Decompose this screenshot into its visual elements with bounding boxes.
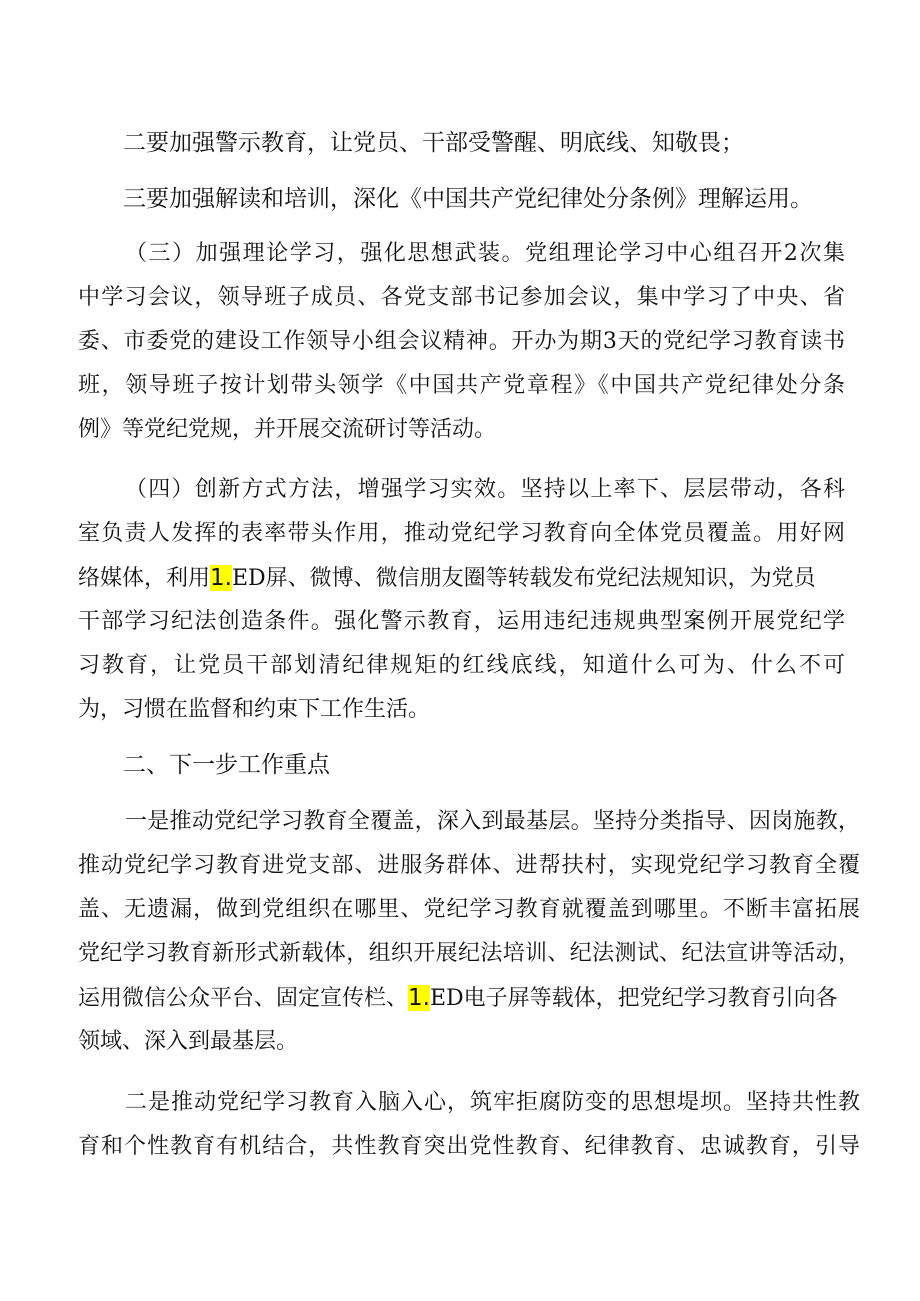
paragraph-5-line-5-text-b: ED电子屏等载体，把党纪学习教育引向各 xyxy=(429,986,838,1011)
emphasis-line-2: 三要加强解读和培训，深化《中国共产党纪律处分条例》理解运用。 xyxy=(123,186,813,212)
paragraph-5-line-4: 党纪学习教育新形式新载体，组织开展纪法培训、纪法测试、纪法宣讲等活动， xyxy=(78,941,860,966)
paragraph-4-line-6: 为，习惯在监督和约束下工作生活。 xyxy=(78,697,431,722)
paragraph-4-line-2: 室负责人发挥的表率带头作用，推动党纪学习教育向全体党员覆盖。用好网 xyxy=(78,521,845,546)
paragraph-5-line-5 xyxy=(78,983,838,1013)
paragraph-5-line-1: 一是推动党纪学习教育全覆盖，深入到最基层。坚持分类指导、因岗施教， xyxy=(125,809,860,834)
paragraph-4-line-3-text-a: 络媒体，利用 xyxy=(78,566,211,591)
paragraph-4-line-3 xyxy=(78,563,816,593)
paragraph-6-line-1: 二是推动党纪学习教育入脑入心，筑牢拒腐防变的思想堤坝。坚持共性教 xyxy=(125,1090,860,1115)
section-heading: 二、下一步工作重点 xyxy=(123,752,330,778)
paragraph-4-line-1: （四）创新方式方法，增强学习实效。坚持以上率下、层层带动，各科 xyxy=(125,477,845,502)
paragraph-5-line-5-text-a: 运用微信公众平台、固定宣传栏、 xyxy=(78,986,409,1011)
highlighted-text-2: 1. xyxy=(408,985,430,1011)
paragraph-5-line-6: 领域、深入到最基层。 xyxy=(78,1029,299,1054)
paragraph-5-line-2: 推动党纪学习教育进党支部、进服务群体、进帮扶村，实现党纪学习教育全覆 xyxy=(78,853,860,878)
paragraph-3-line-1: （三）加强理论学习，强化思想武装。党组理论学习中心组召开2次集 xyxy=(125,241,845,266)
emphasis-line-1: 二要加强警示教育，让党员、干部受警醒、明底线、知敬畏； xyxy=(123,130,744,156)
paragraph-4-line-5: 习教育，让党员干部划清纪律规矩的红线底线，知道什么可为、什么不可 xyxy=(78,653,845,678)
paragraph-3-line-4: 班，领导班子按计划带头领学《中国共产党章程》《中国共产党纪律处分条 xyxy=(78,373,845,398)
paragraph-3-line-2: 中学习会议，领导班子成员、各党支部书记参加会议，集中学习了中央、省 xyxy=(78,285,845,310)
paragraph-4-line-3-text-b: ED屏、微博、微信朋友圈等转载发布党纪法规知识，为党员 xyxy=(231,566,816,591)
paragraph-5-line-3: 盖、无遗漏，做到党组织在哪里、党纪学习教育就覆盖到哪里。不断丰富拓展 xyxy=(78,897,860,922)
highlighted-text-1: 1. xyxy=(210,565,232,591)
paragraph-3-line-3: 委、市委党的建设工作领导小组会议精神。开办为期3天的党纪学习教育读书 xyxy=(78,329,845,354)
paragraph-4-line-4: 干部学习纪法创造条件。强化警示教育，运用违纪违规典型案例开展党纪学 xyxy=(78,609,845,634)
paragraph-6-line-2: 育和个性教育有机结合，共性教育突出党性教育、纪律教育、忠诚教育，引导 xyxy=(78,1134,860,1159)
paragraph-3-line-5: 例》等党纪党规，并开展交流研讨等活动。 xyxy=(78,417,497,442)
